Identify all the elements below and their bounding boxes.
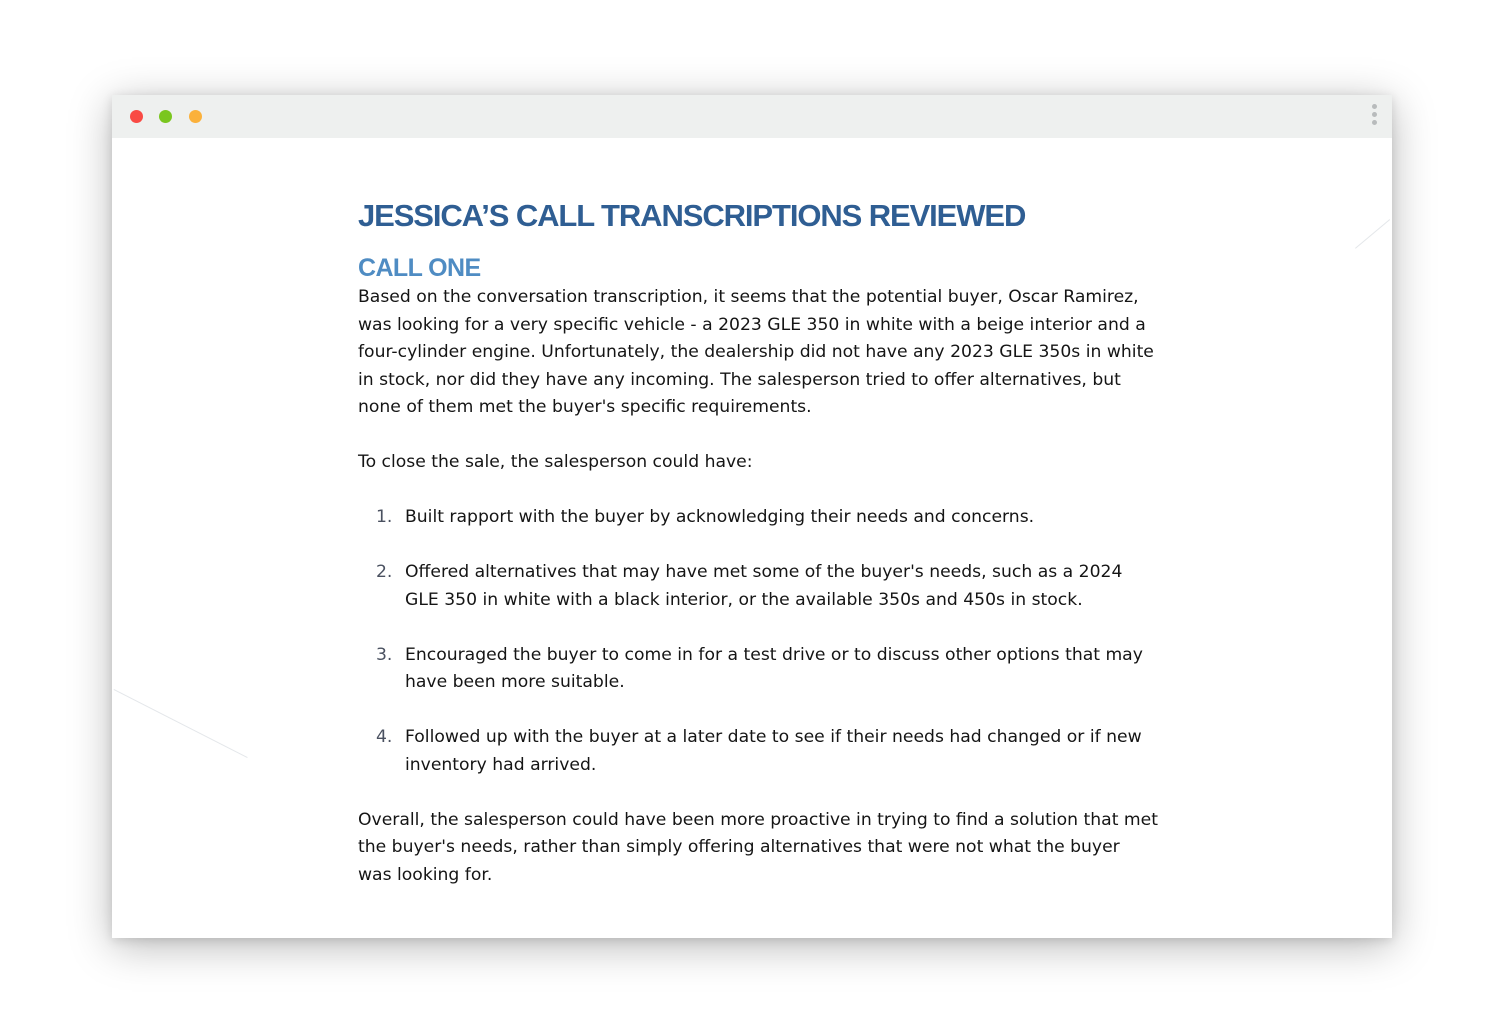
title-bar bbox=[112, 95, 1392, 138]
list-item-number: 2. bbox=[376, 562, 393, 582]
article-content bbox=[358, 198, 1158, 889]
minimize-window-button[interactable] bbox=[159, 110, 172, 123]
decorative-line bbox=[114, 689, 248, 758]
recommendation-list bbox=[358, 504, 1158, 779]
list-item bbox=[358, 724, 1158, 779]
list-item-number: 4. bbox=[376, 727, 393, 747]
page-title: JESSICA’S CALL TRANSCRIPTIONS REVIEWED bbox=[358, 198, 1026, 233]
intro-paragraph: Based on the conversation transcription, it seems that the potential buyer, Oscar Ramirez, was looking for a very specific vehicle - a 2023 GLE 350 in white with a beige interior and a four-cylinder engine. Unfortunately, the dealership did not have any 2023 GLE 350s in white in stock, nor did they have any incoming. The salesperson tried to offer alternatives, but none of them met the buyer's specific requirements. bbox=[358, 287, 1154, 417]
conclusion-paragraph: Overall, the salesperson could have been more proactive in trying to find a solution that met the buyer's needs, rather than simply offering alternatives that were not what the buyer was looking for. bbox=[358, 809, 1158, 885]
list-item-number: 1. bbox=[376, 507, 393, 527]
browser-window bbox=[112, 95, 1392, 938]
close-window-button[interactable] bbox=[130, 110, 143, 123]
kebab-menu-icon[interactable] bbox=[1368, 104, 1380, 130]
list-item-text: Followed up with the buyer at a later date to see if their needs had changed or if new inventory had arrived. bbox=[405, 727, 1142, 775]
list-item-text: Built rapport with the buyer by acknowledging their needs and concerns. bbox=[405, 507, 1035, 527]
maximize-window-button[interactable] bbox=[189, 110, 202, 123]
list-item-text: Offered alternatives that may have met some of the buyer's needs, such as a 2024 GLE 350 in white with a black interior, or the available 350s and 450s in stock. bbox=[405, 562, 1123, 610]
list-item bbox=[358, 504, 1158, 532]
list-item bbox=[358, 559, 1158, 614]
section-title: CALL ONE bbox=[358, 254, 481, 282]
lead-paragraph: To close the sale, the salesperson could have: bbox=[358, 452, 753, 472]
list-item-number: 3. bbox=[376, 644, 393, 665]
decorative-line bbox=[1355, 219, 1390, 249]
list-item-text: Encouraged the buyer to come in for a test drive or to discuss other options that may have been more suitable. bbox=[405, 644, 1143, 692]
list-item bbox=[358, 642, 1158, 697]
